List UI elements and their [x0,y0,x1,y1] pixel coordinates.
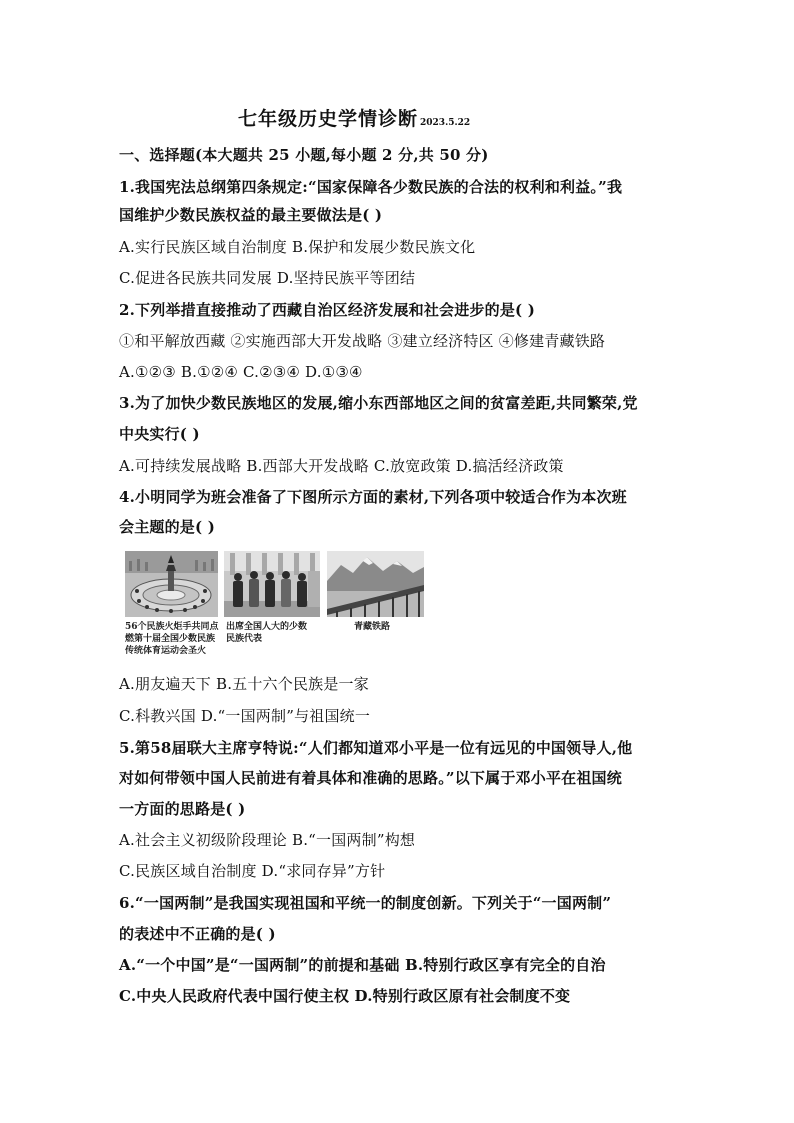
question-6-options-line-2: C.中央人民政府代表中国行使主权 D.特别行政区原有社会制度不变 [119,987,571,1005]
npc-representatives-image [224,551,320,617]
question-2-stem-line-2: ①和平解放西藏 ②实施西部大开发战略 ③建立经济特区 ④修建青藏铁路 [119,332,606,350]
caption-npc-representatives [226,621,307,645]
question-1-options-line-1: A.实行民族区域自治制度 B.保护和发展少数民族文化 [119,238,476,256]
question-4-stem-line-1: 4.小明同学为班会准备了下图所示方面的素材,下列各项中较适合作为本次班 [119,488,627,506]
question-6-stem-line-1: 6.“一国两制”是我国实现祖国和平统一的制度创新。下列关于“一国两制” [119,894,612,912]
title-text: 七年级历史学情诊断 [238,108,419,130]
question-4-figures [125,551,425,663]
section-heading: 一、选择题(本大题共 25 小题,每小题 2 分,共 50 分) [119,146,489,164]
question-1-options-line-2: C.促进各民族共同发展 D.坚持民族平等团结 [119,269,416,287]
caption-line: 燃第十届全国少数民族 [125,634,216,644]
torch-ceremony-image [125,551,218,617]
figure-npc-representatives [224,551,320,617]
question-3-options-line-1: A.可持续发展战略 B.西部大开发战略 C.放宽政策 D.搞活经济政策 [119,457,564,475]
question-4-options-line-1: A.朋友遍天下 B.五十六个民族是一家 [119,675,369,693]
question-5-options-line-2: C.民族区域自治制度 D.“求同存异”方针 [119,862,386,880]
question-5-stem-line-1: 5.第58届联大主席亨特说:“人们都知道邓小平是一位有远见的中国领导人,他 [119,739,633,757]
caption-line: 民族代表 [226,634,263,644]
question-1-stem-line-2: 国维护少数民族权益的最主要做法是( ) [119,206,383,224]
exam-date: 2023.5.22 [420,118,471,128]
question-6-stem-line-2: 的表述中不正确的是( ) [119,925,276,943]
figure-torch-ceremony [125,551,218,617]
question-2-options-line-1: A.①②③ B.①②④ C.②③④ D.①③④ [119,363,363,381]
caption-qinghai-tibet-railway: 青藏铁路 [354,622,391,632]
question-5-stem-line-2: 对如何带领中国人民前进有着具体和准确的思路。”以下属于邓小平在祖国统 [119,769,622,787]
question-5-stem-line-3: 一方面的思路是( ) [119,800,246,818]
question-5-options-line-1: A.社会主义初级阶段理论 B.“一国两制”构想 [119,831,416,849]
qinghai-tibet-railway-image [327,551,424,617]
question-4-options-line-2: C.科教兴国 D.“一国两制”与祖国统一 [119,707,371,725]
caption-line: 56个民族火炬手共同点 [125,622,219,632]
question-1-stem-line-1: 1.我国宪法总纲第四条规定:“国家保障各少数民族的合法的权利和利益。”我 [119,178,623,196]
question-4-stem-line-2: 会主题的是( ) [119,518,216,536]
question-2-stem-line-1: 2.下列举措直接推动了西藏自治区经济发展和社会进步的是( ) [119,301,536,319]
page-title [238,104,470,131]
question-3-stem-line-1: 3.为了加快少数民族地区的发展,缩小东西部地区之间的贫富差距,共同繁荣,党 [119,394,638,412]
question-3-stem-line-2: 中央实行( ) [119,425,200,443]
caption-torch-ceremony [125,621,219,657]
figure-qinghai-tibet-railway [327,551,424,617]
caption-line: 出席全国人大的少数 [226,622,308,632]
question-6-options-line-1: A.“一个中国”是“一国两制”的前提和基础 B.特别行政区享有完全的自治 [119,956,606,974]
caption-line: 传统体育运动会圣火 [125,646,207,656]
